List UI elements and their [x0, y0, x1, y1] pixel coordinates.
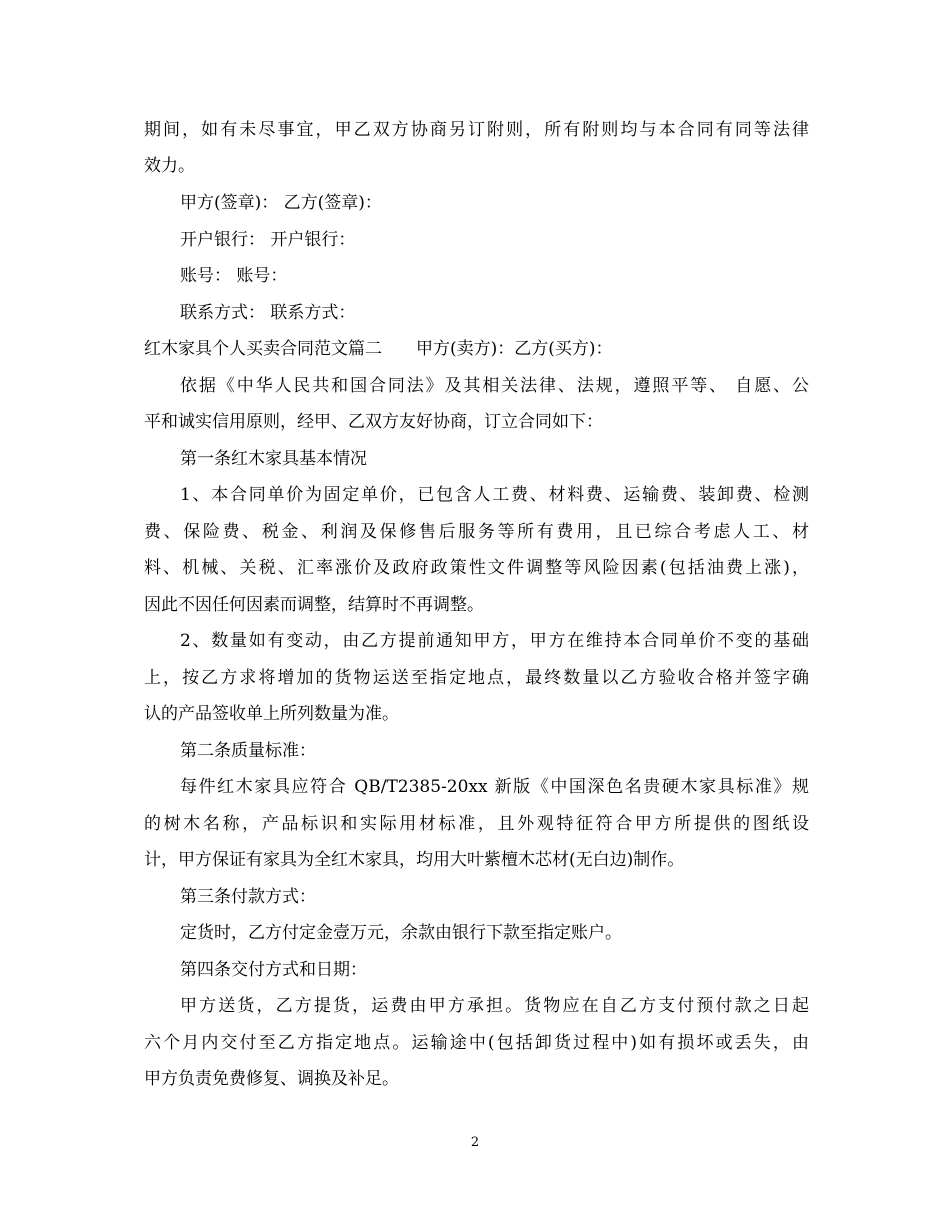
- text-line: 费、保险费、税金、利润及保修售后服务等所有费用，且已综合考虑人工、材: [144, 522, 809, 542]
- text-line: 联系方式： 联系方式：: [180, 303, 356, 323]
- page-number: 2: [470, 1135, 480, 1150]
- text-line: 料、机械、关税、汇率涨价及政府政策性文件调整等风险因素(包括油费上涨)，: [144, 558, 809, 578]
- text-line: 的树木名称，产品标识和实际用材标准，且外观特征符合甲方所提供的图纸设: [144, 814, 809, 834]
- section-heading: 红木家具个人买卖合同范文篇二 甲方(卖方)：乙方(买方)：: [144, 339, 613, 359]
- text-line: 甲方送货，乙方提货，运费由甲方承担。货物应在自乙方支付预付款之日起: [180, 996, 809, 1016]
- text-line: 定货时，乙方付定金壹万元，余款由银行下款至指定账户。: [180, 923, 622, 943]
- article-heading: 第一条红木家具基本情况: [180, 449, 367, 469]
- text-line: 认的产品签收单上所列数量为准。: [144, 704, 399, 724]
- article-heading: 第四条交付方式和日期：: [180, 960, 367, 980]
- text-line: 甲方负责免费修复、调换及补足。: [144, 1069, 399, 1089]
- text-line: 账号： 账号：: [180, 266, 288, 286]
- text-line: 平和诚实信用原则，经甲、乙双方友好协商，订立合同如下：: [144, 412, 603, 432]
- text-line: 效力。: [144, 156, 195, 176]
- text-line: 六个月内交付至乙方指定地点。运输途中(包括卸货过程中)如有损坏或丢失，由: [144, 1033, 809, 1053]
- text-line: 2、数量如有变动，由乙方提前通知甲方，甲方在维持本合同单价不变的基础: [180, 631, 809, 651]
- text-line: 期间，如有未尽事宜，甲乙双方协商另订附则，所有附则均与本合同有同等法律: [144, 120, 809, 140]
- text-line: 开户银行： 开户银行：: [180, 230, 356, 250]
- text-line: 因此不因任何因素而调整，结算时不再调整。: [144, 595, 484, 615]
- text-line: 依据《中华人民共和国合同法》及其相关法律、法规，遵照平等、 自愿、公: [180, 376, 809, 396]
- text-line: 每件红木家具应符合 QB/T2385-20xx 新版《中国深色名贵硬木家具标准》规: [180, 777, 809, 797]
- text-line: 甲方(签章)： 乙方(签章)：: [180, 193, 382, 213]
- article-heading: 第三条付款方式：: [180, 887, 316, 907]
- article-heading: 第二条质量标准：: [180, 741, 316, 761]
- text-line: 1、本合同单价为固定单价，已包含人工费、材料费、运输费、装卸费、检测: [180, 485, 809, 505]
- text-line: 上，按乙方求将增加的货物运送至指定地点，最终数量以乙方验收合格并签字确: [144, 668, 809, 688]
- text-line: 计，甲方保证有家具为全红木家具，均用大叶紫檀木芯材(无白边)制作。: [144, 850, 685, 870]
